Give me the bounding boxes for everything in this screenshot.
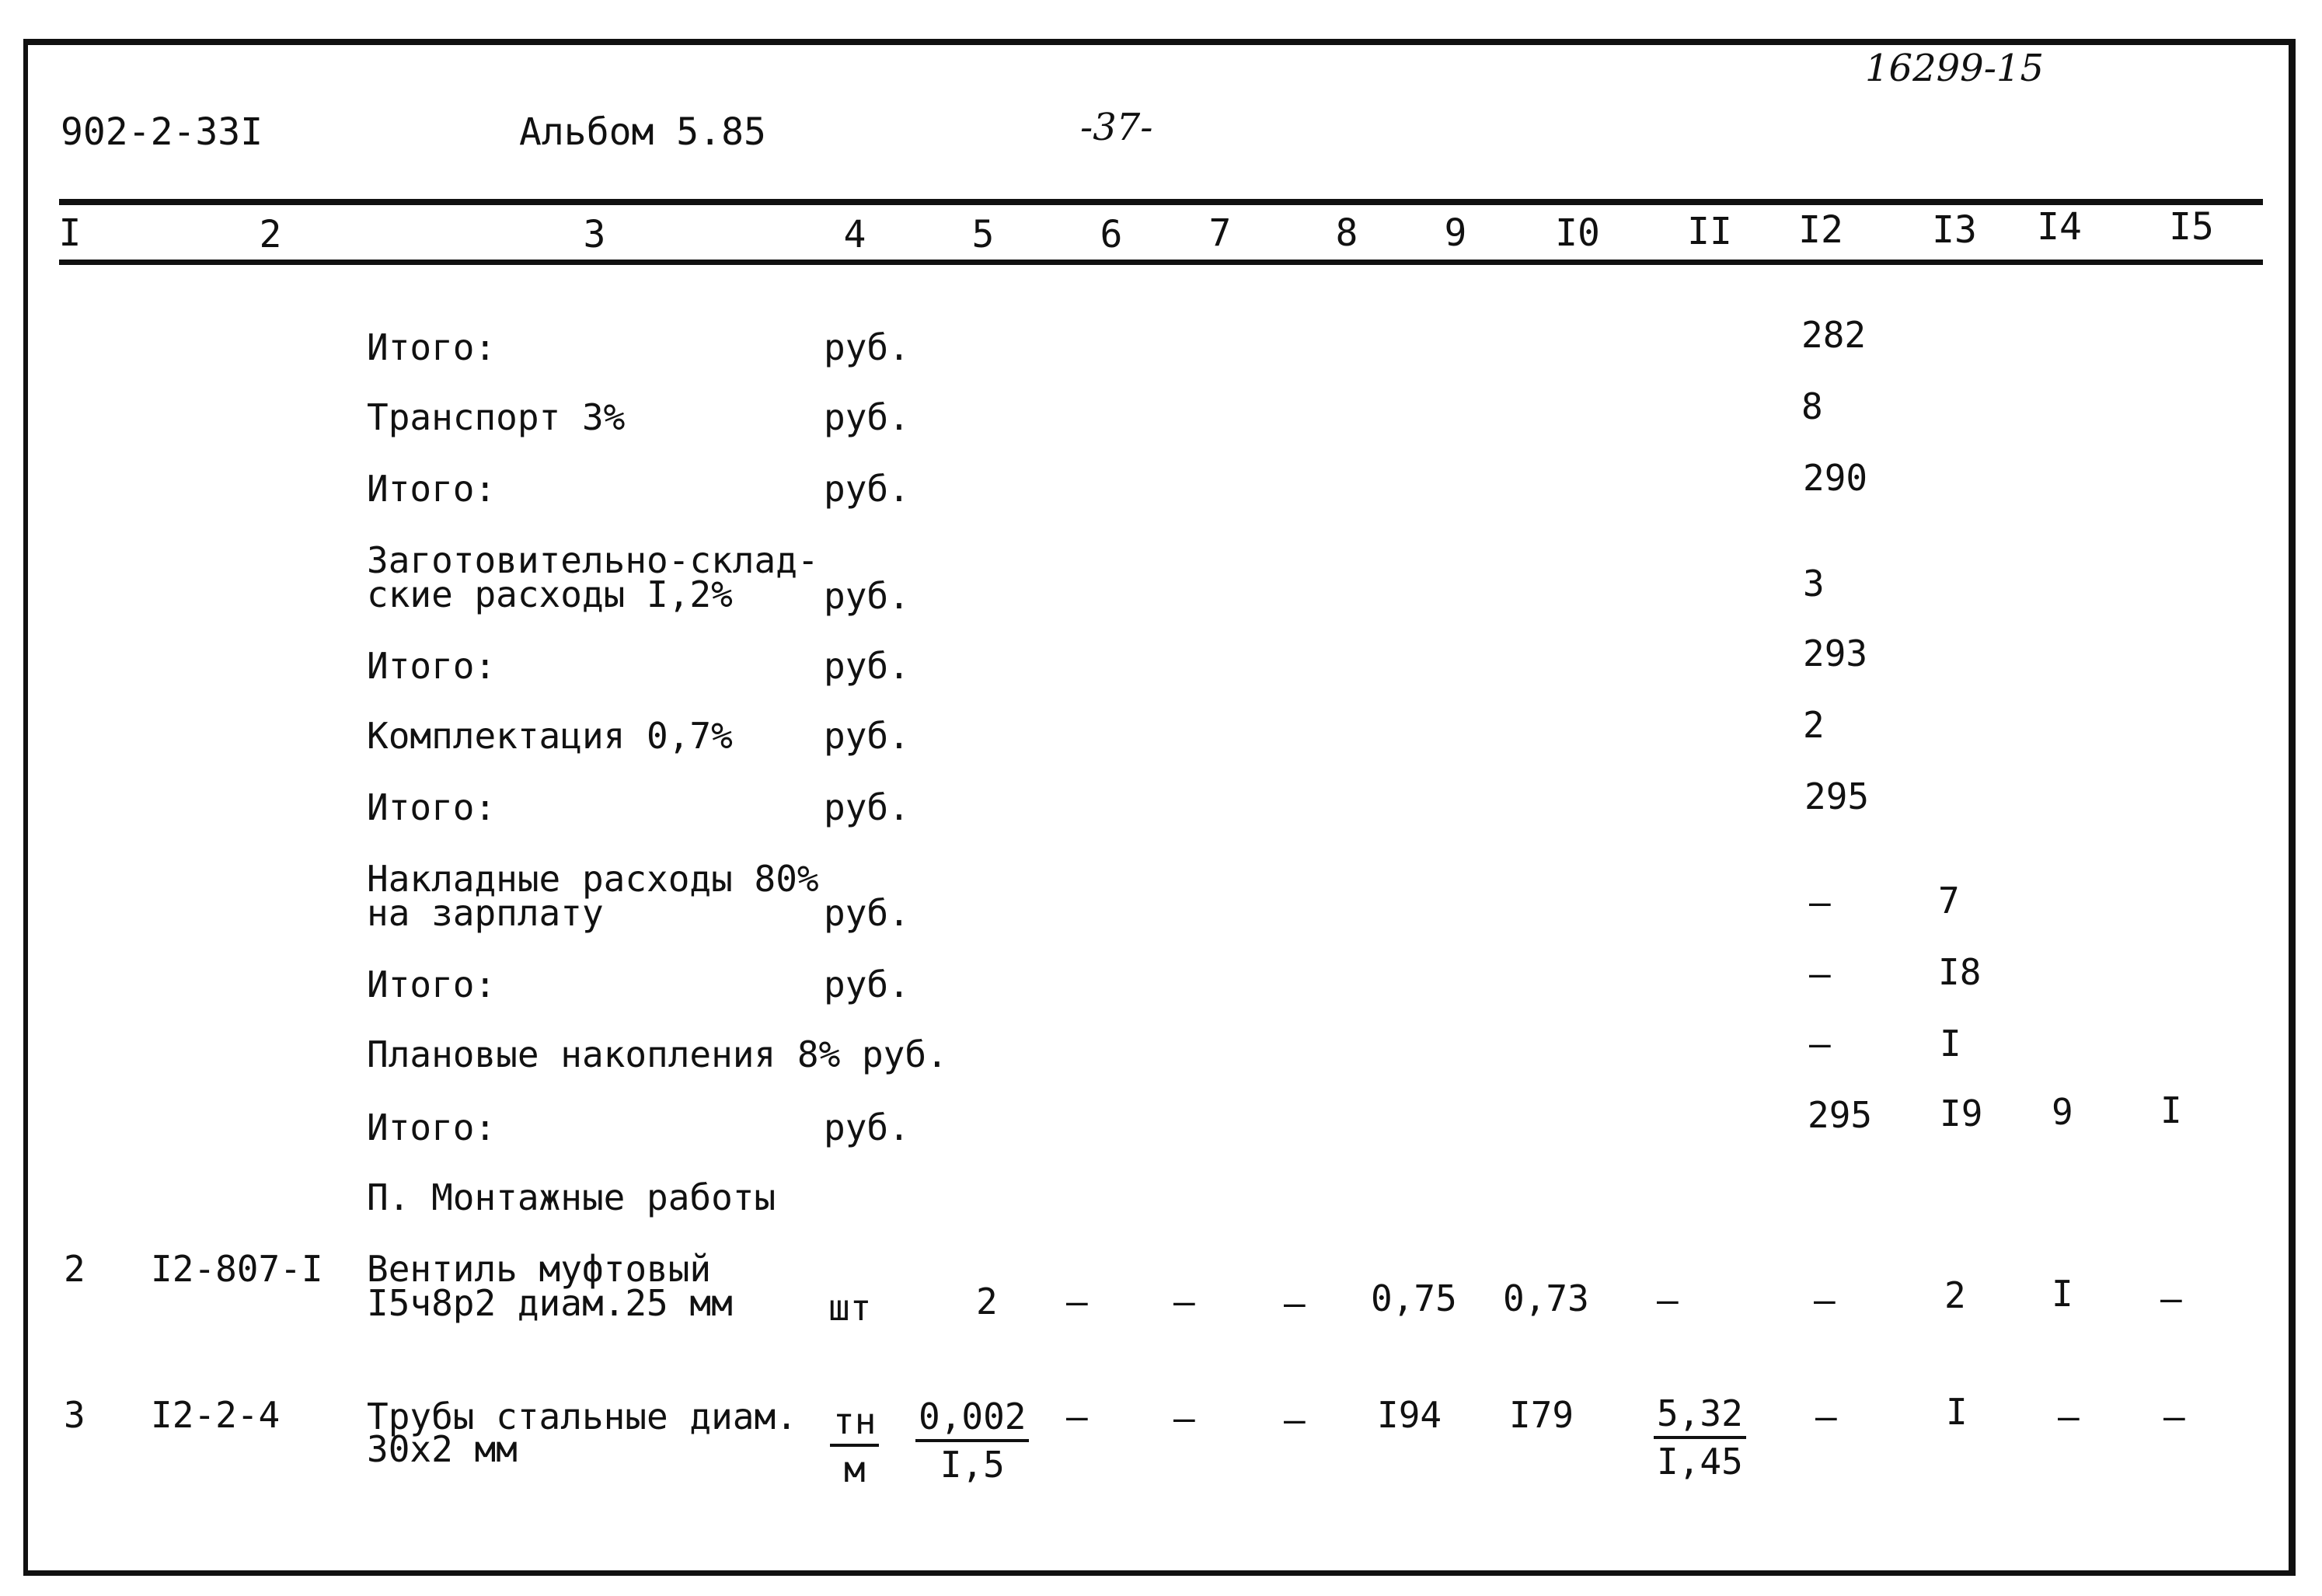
summary-col12: – — [1809, 881, 1831, 923]
row-col15: – — [2160, 1277, 2182, 1319]
summary-col12: 293 — [1803, 632, 1868, 674]
summary-col12: 2 — [1803, 704, 1825, 746]
summary-label: Итого: — [367, 468, 497, 510]
summary-unit: руб. — [824, 1106, 910, 1148]
summary-label: Итого: — [367, 1106, 497, 1148]
doc-number: 902-2-33I — [61, 110, 263, 154]
section-title: П. Монтажные работы — [367, 1176, 776, 1218]
row-col10: 0,73 — [1503, 1277, 1589, 1319]
summary-label: Итого: — [367, 326, 497, 368]
col-header-14: I4 — [2037, 205, 2082, 249]
summary-unit: руб. — [824, 396, 910, 438]
col-header-11: II — [1687, 210, 1732, 253]
summary-unit: руб. — [824, 468, 910, 510]
summary-col13: I — [1940, 1023, 1961, 1065]
row-col11-top: 5,32 — [1654, 1396, 1746, 1439]
summary-col12: – — [1809, 953, 1831, 995]
summary-col12: 8 — [1801, 385, 1823, 427]
summary-col14: 9 — [2052, 1091, 2073, 1133]
summary-col13: 7 — [1938, 880, 1960, 922]
row-description: Вентиль муфтовый — [367, 1248, 712, 1290]
summary-col12: 282 — [1801, 314, 1867, 356]
summary-label: Итого: — [367, 786, 497, 828]
summary-unit: руб. — [824, 575, 910, 617]
row-col12: – — [1814, 1279, 1836, 1321]
col-header-10: I0 — [1555, 211, 1600, 255]
row-col6: – — [1066, 1281, 1088, 1322]
row-col14: – — [2058, 1396, 2080, 1437]
summary-label: Транспорт 3% — [367, 396, 626, 438]
summary-col15: I — [2160, 1089, 2182, 1131]
col-header-9: 9 — [1444, 211, 1467, 255]
col-header-1: I — [58, 211, 82, 255]
col-header-6: 6 — [1100, 213, 1123, 256]
col-header-7: 7 — [1208, 211, 1232, 255]
summary-col12: 295 — [1804, 775, 1870, 817]
album-label: Альбом 5.85 — [519, 110, 766, 154]
row-col11-fraction — [1654, 1392, 1746, 1483]
summary-unit: руб. — [824, 715, 910, 757]
summary-label: Комплектация 0,7% — [367, 715, 733, 757]
row-description-cont: 30х2 мм — [367, 1428, 518, 1470]
row-number: 3 — [64, 1394, 85, 1436]
page-frame — [23, 39, 2296, 1576]
summary-label-cont: на зарплату — [367, 892, 604, 934]
summary-col13: I8 — [1938, 951, 1982, 993]
page-number: -37- — [1080, 106, 1153, 149]
row-unit-top: тн — [830, 1403, 879, 1447]
col-header-12: I2 — [1798, 208, 1843, 252]
row-description-cont: I5ч8р2 диам.25 мм — [367, 1282, 733, 1324]
row-col12: – — [1815, 1396, 1837, 1437]
col-header-4: 4 — [843, 213, 866, 256]
row-col5-fraction — [915, 1396, 1029, 1486]
row-col5-bottom: I,5 — [940, 1444, 1005, 1486]
header-bottom-rule — [59, 260, 2263, 265]
col-header-2: 2 — [259, 213, 282, 256]
row-col14: I — [2052, 1273, 2073, 1315]
summary-col12: 290 — [1803, 457, 1868, 499]
col-header-15: I5 — [2169, 205, 2214, 249]
summary-col12: – — [1809, 1023, 1831, 1065]
row-col8: – — [1284, 1399, 1306, 1441]
summary-label: Итого: — [367, 645, 497, 687]
row-col5: 2 — [976, 1281, 998, 1322]
summary-label: Заготовительно-склад- — [367, 539, 819, 581]
summary-label: Плановые накопления 8% руб. — [367, 1033, 948, 1075]
summary-label-cont: ские расходы I,2% — [367, 573, 733, 615]
row-unit-bottom: м — [843, 1448, 866, 1490]
row-col10: I79 — [1509, 1394, 1574, 1436]
row-number: 2 — [64, 1248, 85, 1290]
col-header-13: I3 — [1932, 208, 1977, 252]
row-col11-bottom: I,45 — [1657, 1441, 1743, 1483]
summary-unit: руб. — [824, 786, 910, 828]
summary-unit: руб. — [824, 964, 910, 1005]
summary-label: Накладные расходы 80% — [367, 858, 819, 900]
summary-unit: руб. — [824, 326, 910, 368]
summary-unit: руб. — [824, 645, 910, 687]
summary-col13: I9 — [1940, 1092, 1983, 1134]
summary-label: Итого: — [367, 964, 497, 1005]
row-col7: – — [1173, 1397, 1195, 1439]
row-code: I2-2-4 — [151, 1394, 281, 1436]
row-code: I2-807-I — [151, 1248, 323, 1290]
row-col9: 0,75 — [1371, 1277, 1457, 1319]
summary-col12: 3 — [1803, 563, 1825, 605]
summary-col12: 295 — [1808, 1094, 1873, 1136]
col-header-3: 3 — [583, 213, 606, 256]
row-col9: I94 — [1377, 1394, 1442, 1436]
row-unit: шт — [828, 1287, 872, 1329]
stamp-number: 16299-15 — [1865, 47, 2044, 90]
summary-unit: руб. — [824, 892, 910, 934]
row-col5-top: 0,002 — [915, 1399, 1029, 1442]
col-header-5: 5 — [971, 213, 995, 256]
row-col11: – — [1657, 1279, 1679, 1321]
col-header-8: 8 — [1335, 211, 1358, 255]
row-col7: – — [1173, 1281, 1195, 1322]
row-col13: I — [1946, 1391, 1968, 1433]
row-unit-fraction — [830, 1400, 879, 1490]
row-col8: – — [1284, 1282, 1306, 1324]
row-col13: 2 — [1944, 1274, 1966, 1316]
row-col6: – — [1066, 1396, 1088, 1437]
header-top-rule — [59, 199, 2263, 205]
row-description: Трубы стальные диам. — [367, 1396, 797, 1437]
row-col15: – — [2163, 1396, 2185, 1437]
